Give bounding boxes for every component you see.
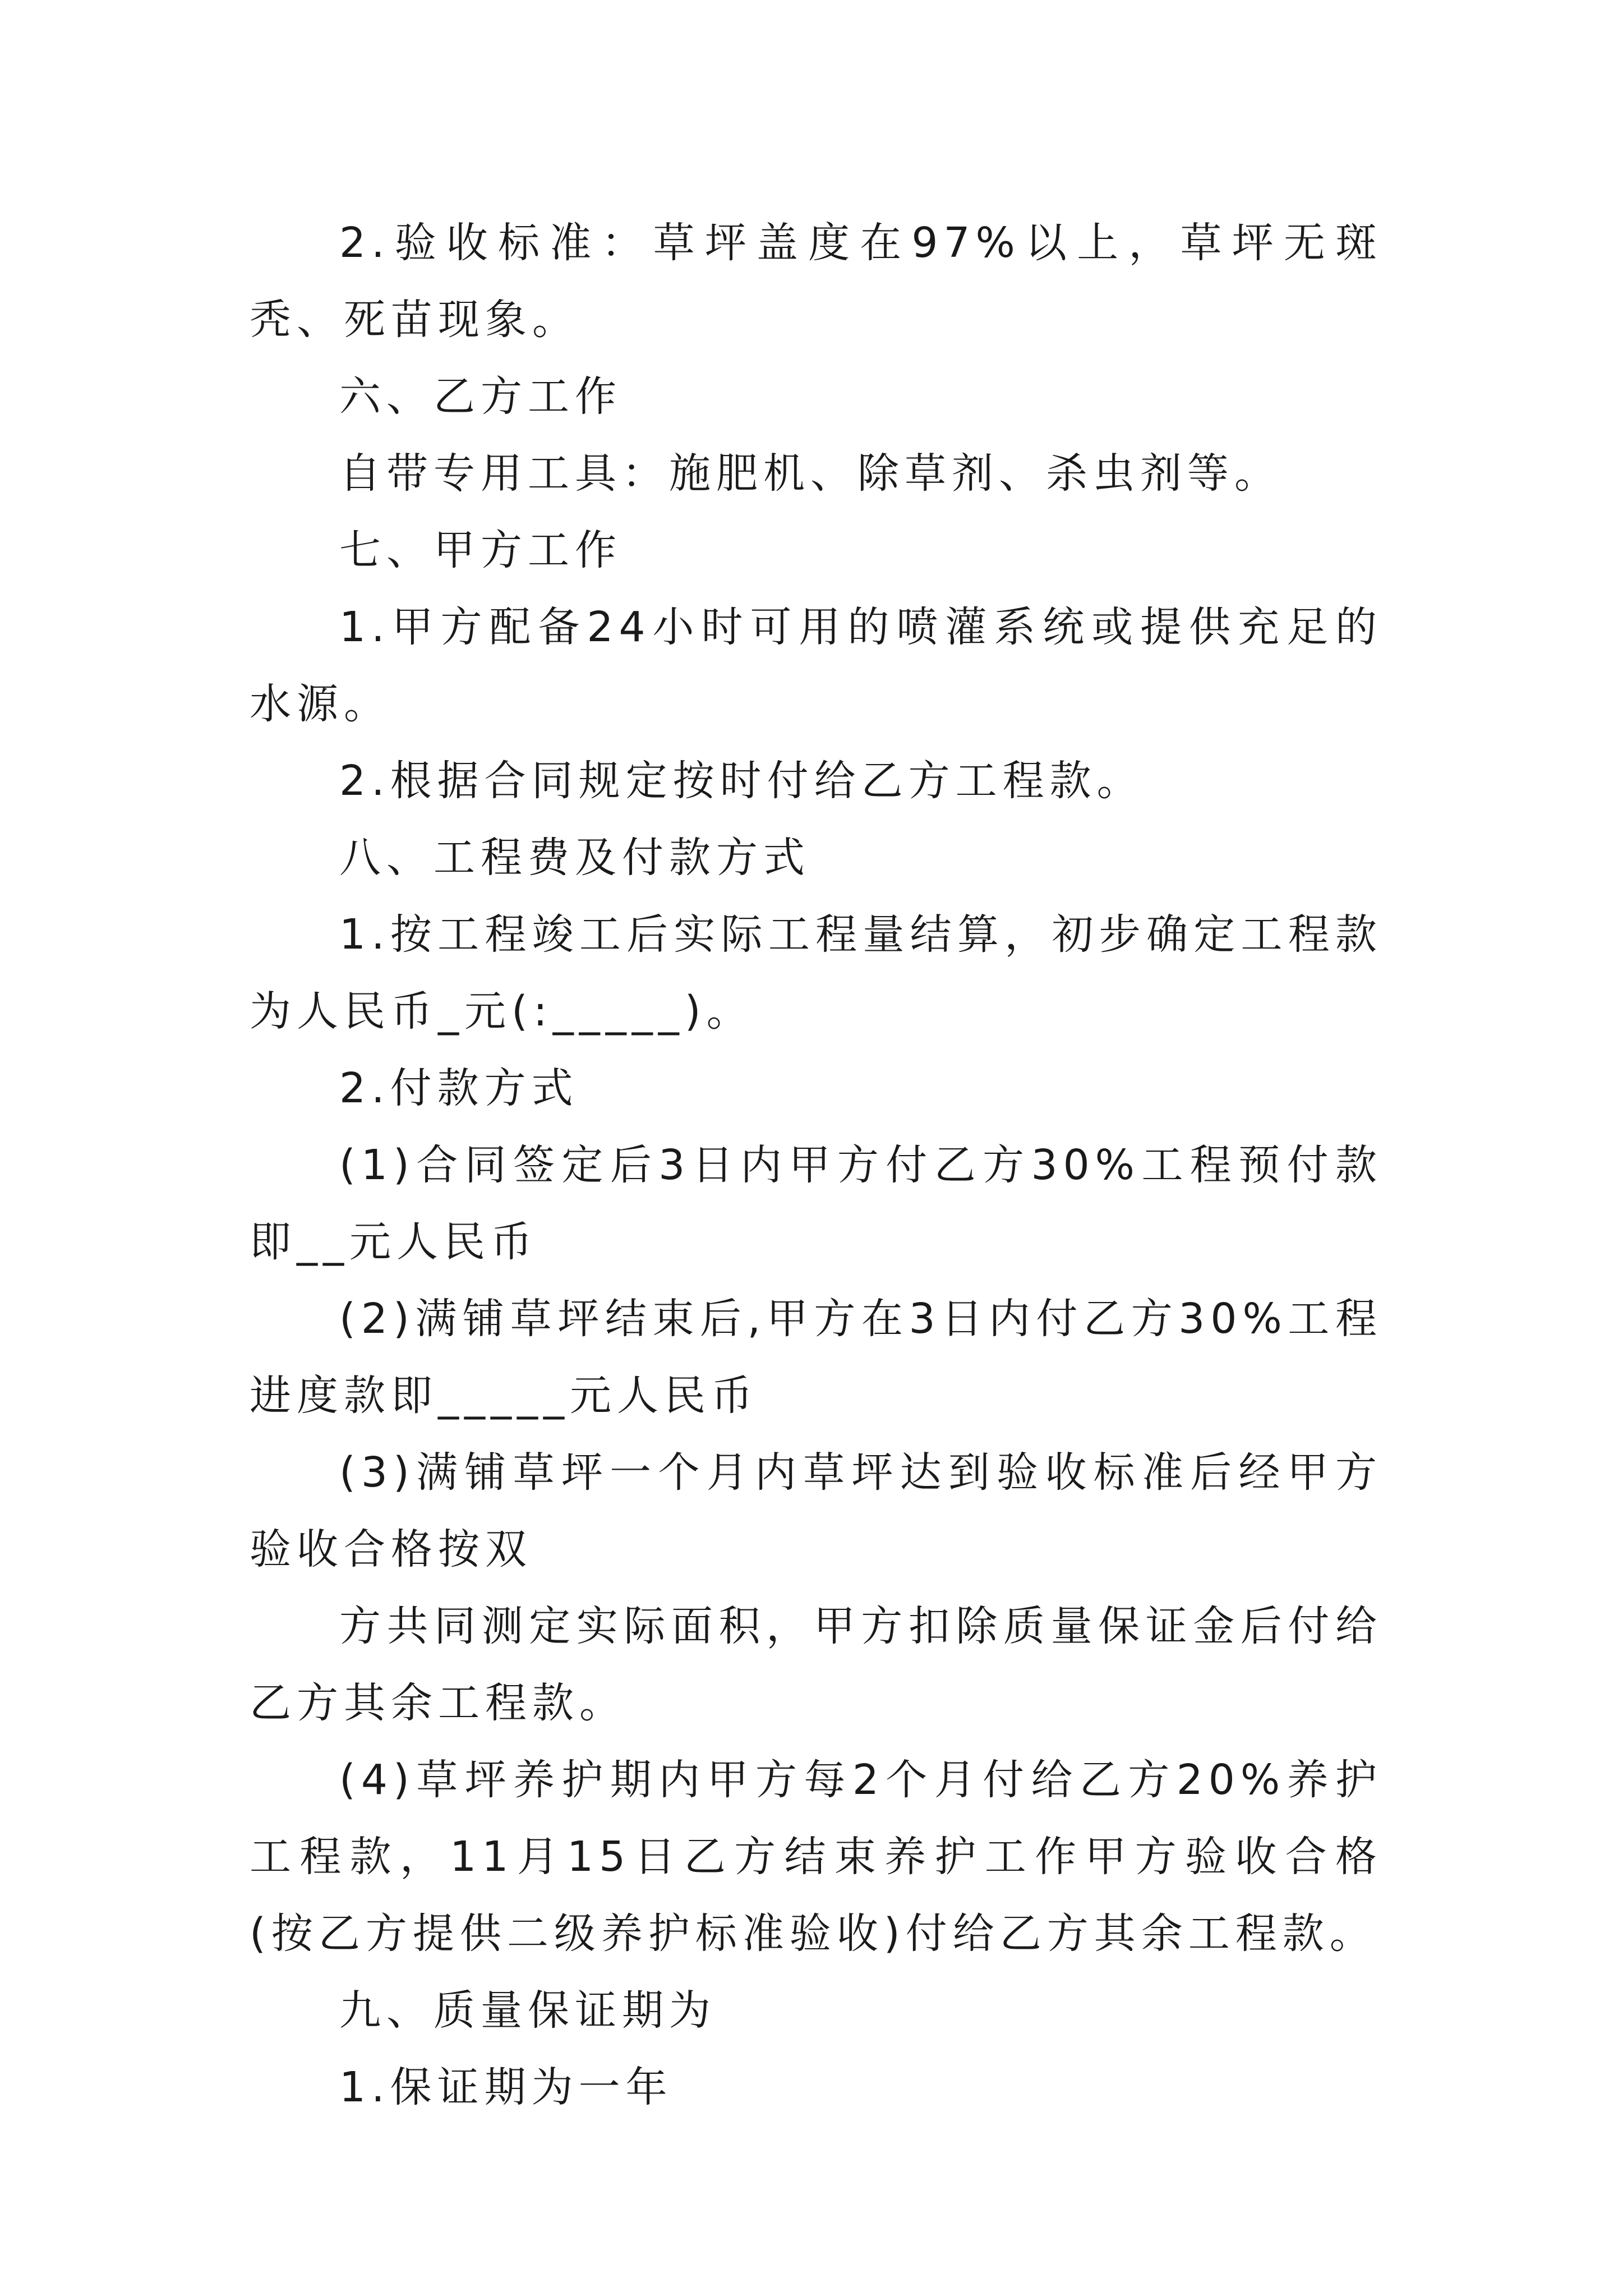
paragraph-payment-item-1: (1)合同签定后3日内甲方付乙方30%工程预付款即__元人民币 [250,1141,1382,1266]
paragraph-acceptance-standard: 2.验收标准：草坪盖度在97%以上，草坪无斑秃、死苗现象。 [250,219,1382,344]
paragraph-payment-item-3: (3)满铺草坪一个月内草坪达到验收标准后经甲方验收合格按双 [250,1448,1382,1573]
section-heading-party-a-work: 七、甲方工作 [339,526,622,574]
document-body [250,205,1382,2126]
paragraph-payment-item-3-cont: 方共同测定实际面积，甲方扣除质量保证金后付给乙方其余工程款。 [250,1602,1382,1727]
paragraph-settlement: 1.按工程竣工后实际工程量结算，初步确定工程款为人民币_元(:_____)。 [250,910,1382,1036]
subheading-payment-method: 2.付款方式 [339,1064,579,1112]
paragraph-payment-item-2: (2)满铺草坪结束后,甲方在3日内付乙方30%工程进度款即_____元人民币 [250,1295,1382,1420]
section-heading-party-b-work: 六、乙方工作 [339,372,622,421]
section-heading-fees-and-payment: 八、工程费及付款方式 [339,834,810,882]
paragraph-party-a-irrigation: 1.甲方配备24小时可用的喷灌系统或提供充足的水源。 [250,603,1382,728]
paragraph-party-a-payment: 2.根据合同规定按时付给乙方工程款。 [339,757,1144,805]
paragraph-party-b-tools: 自带专用工具：施肥机、除草剂、杀虫剂等。 [339,449,1281,498]
paragraph-payment-item-4: (4)草坪养护期内甲方每2个月付给乙方20%养护工程款，11月15日乙方结束养护工作甲方验收合格(按乙方提供二级养护标准验收)付给乙方其余工程款。 [250,1756,1382,1958]
paragraph-warranty-period: 1.保证期为一年 [339,2063,673,2111]
section-heading-warranty: 九、质量保证期为 [339,1986,716,2035]
